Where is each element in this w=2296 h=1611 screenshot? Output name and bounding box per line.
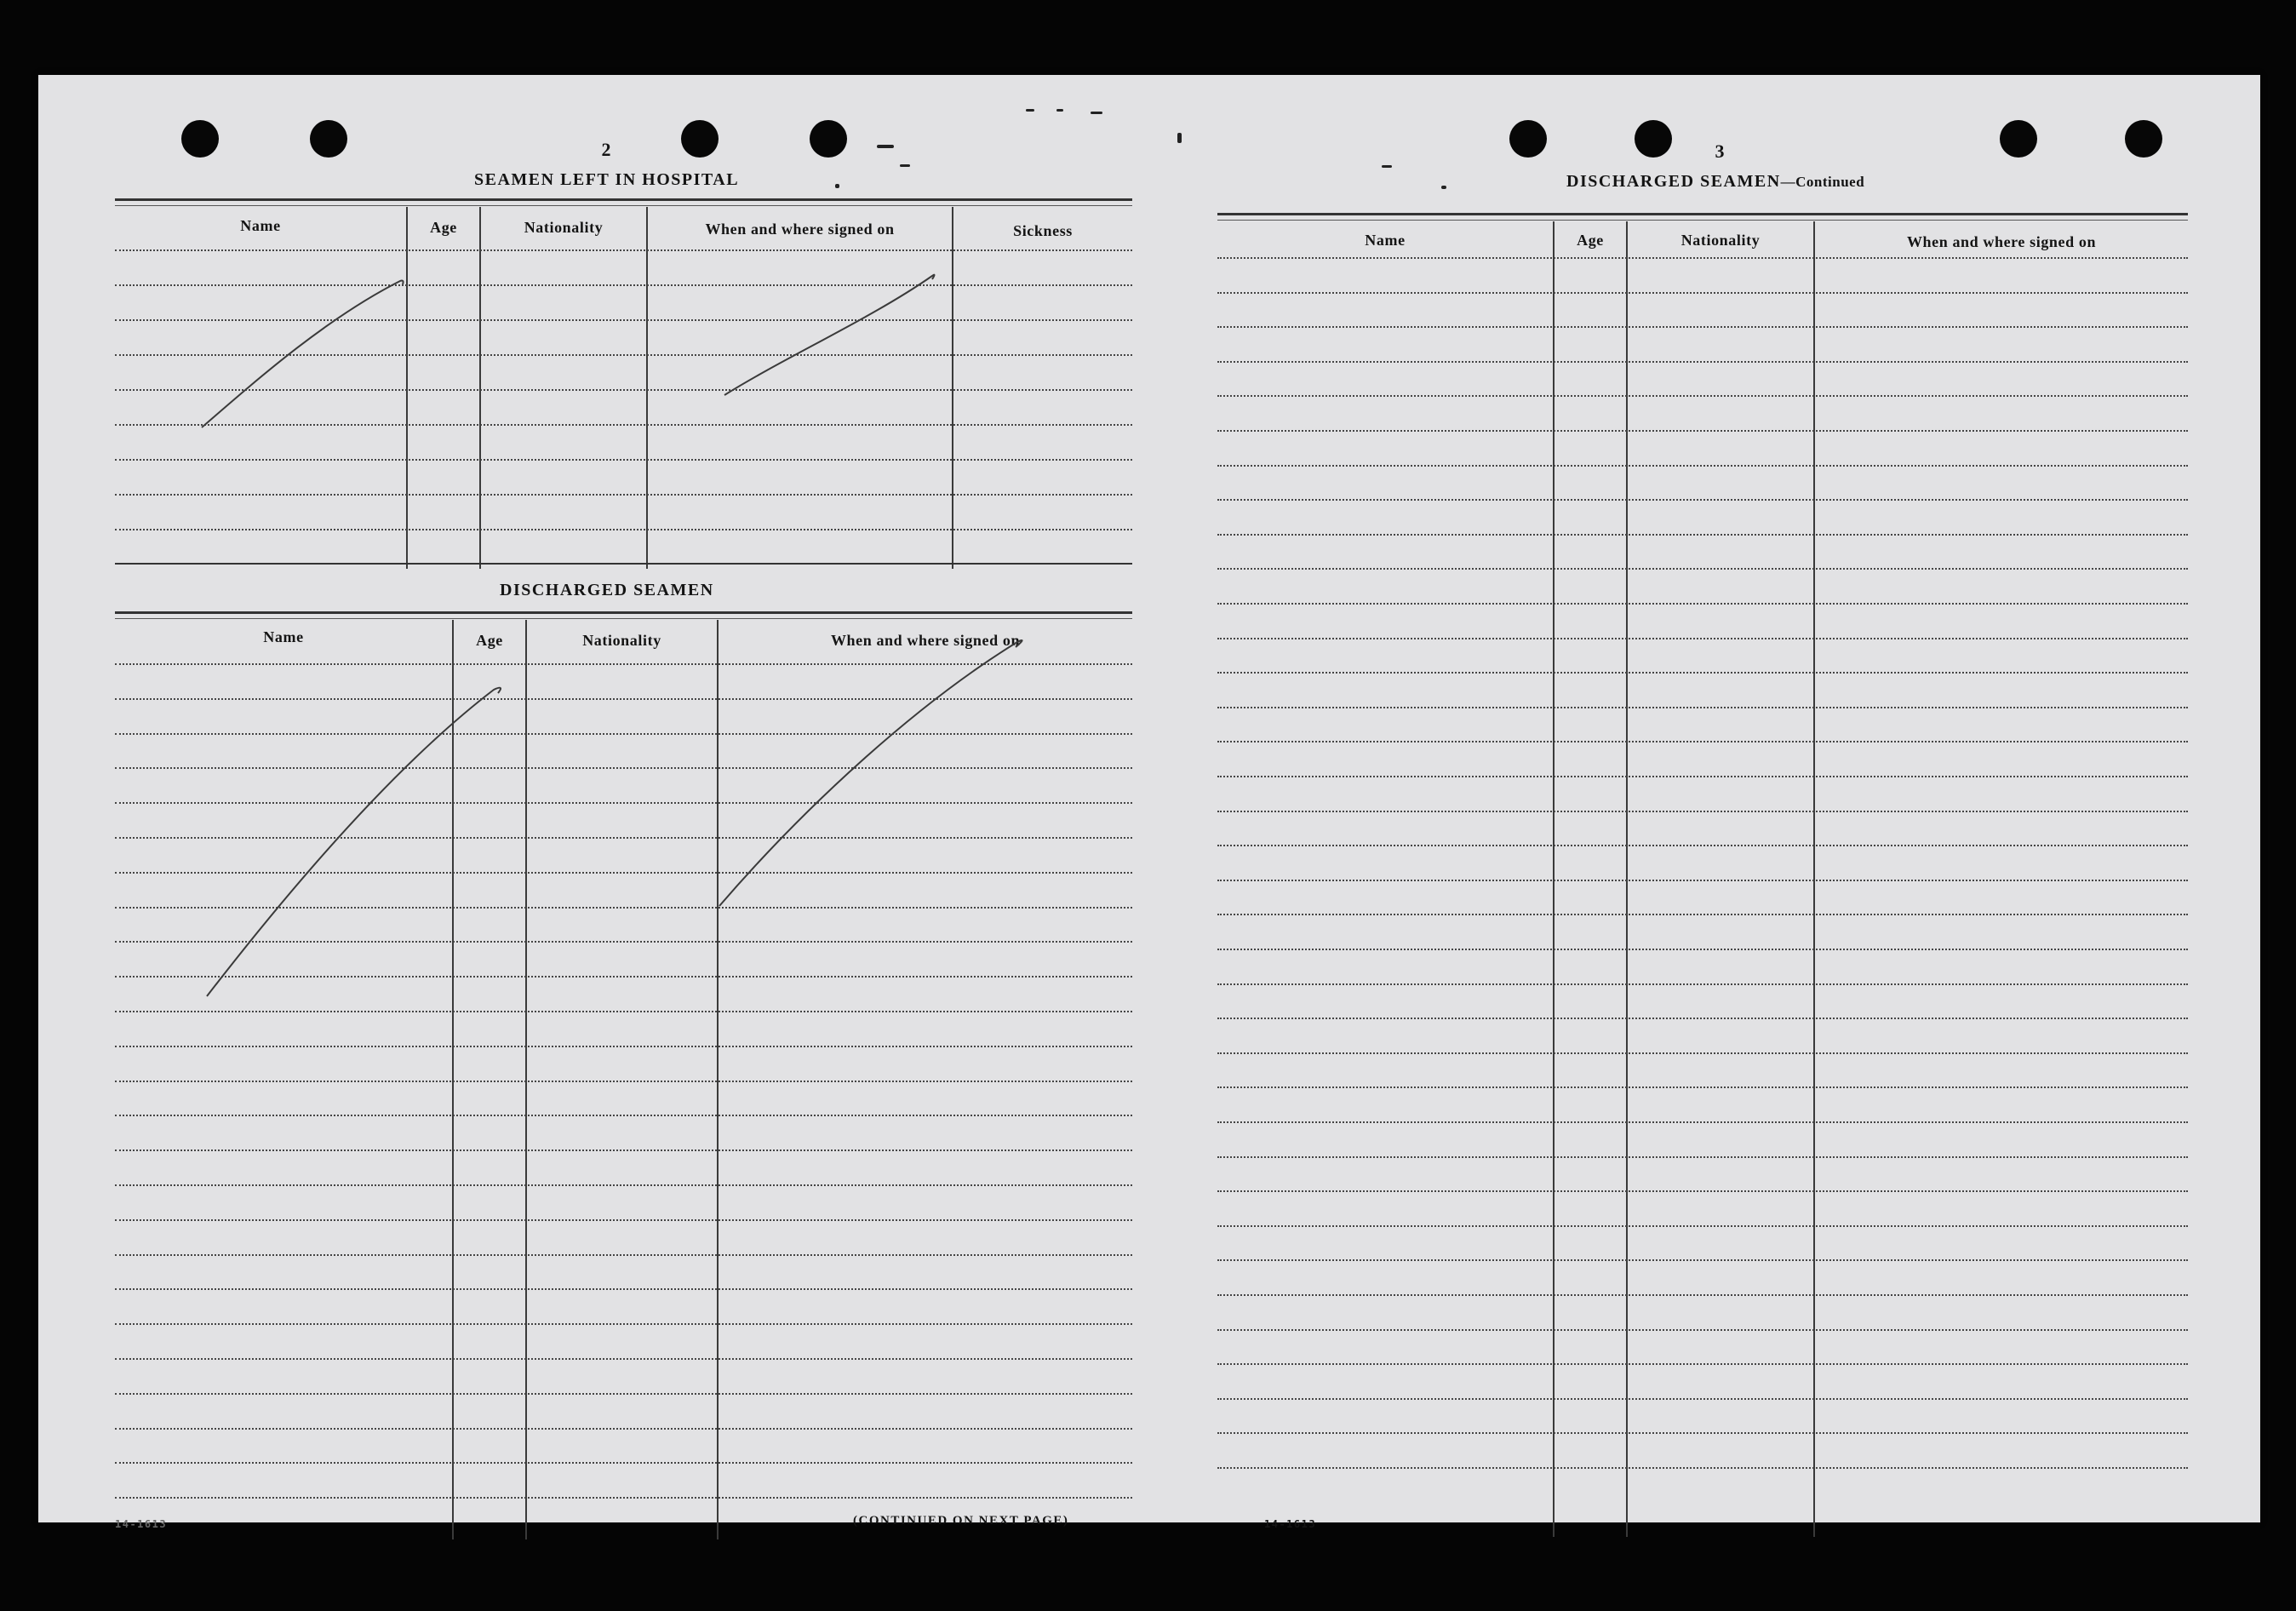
ruled-row-line [1217, 949, 2188, 950]
page-number: 2 [601, 139, 611, 160]
ruled-row-line [1217, 880, 2188, 881]
ruled-row-line [115, 1288, 1132, 1290]
ruled-row-line [115, 1046, 1132, 1047]
ruled-row-line [115, 319, 1132, 321]
ruled-row-line [1217, 1329, 2188, 1331]
ruled-row-line [115, 1115, 1132, 1116]
ruled-row-line [1217, 257, 2188, 259]
continued-on-next-page-note: (CONTINUED ON NEXT PAGE) [853, 1514, 1069, 1528]
ruled-row-line [115, 424, 1132, 426]
column-header-when-and-where-signed-on: When and where signed on [705, 221, 895, 238]
column-header-when-and-where-signed-on: When and where signed on [1906, 233, 2097, 250]
column-divider [406, 207, 408, 569]
ruled-row-line [1217, 914, 2188, 915]
right-page [1217, 75, 2260, 1530]
ruled-row-line [115, 872, 1132, 874]
ruled-row-line [115, 529, 1132, 530]
ruled-row-line [1217, 1156, 2188, 1158]
column-header-nationality: Nationality [524, 219, 604, 236]
table-top-rule [1217, 213, 2188, 215]
ruled-row-line [1217, 292, 2188, 294]
table-top-rule [115, 618, 1132, 619]
ruled-row-line [1217, 1190, 2188, 1192]
ruled-row-line [115, 1011, 1132, 1012]
hospital-table [115, 198, 1132, 565]
table-top-rule [1217, 220, 2188, 221]
section-title-seamen-left-in-hospital: SEAMEN LEFT IN HOSPITAL [474, 170, 740, 189]
ruled-row-line [1217, 603, 2188, 605]
ruled-row-line [115, 459, 1132, 461]
section-title-discharged-seamen-continued [1566, 172, 1864, 192]
ruled-row-line [1217, 811, 2188, 812]
ruled-row-line [115, 1428, 1132, 1430]
form-number: 14-1613 [1264, 1518, 1317, 1530]
ruled-row-line [1217, 465, 2188, 467]
column-header-name: Name [1365, 232, 1406, 249]
section-title-suffix: —Continued [1780, 174, 1865, 190]
column-header-when-and-where-signed-on: When and where signed on [830, 632, 1021, 649]
scanned-form-sheet [38, 75, 2260, 1530]
ruled-row-line [115, 907, 1132, 909]
column-header-age: Age [1577, 232, 1604, 249]
ruled-row-line [115, 494, 1132, 496]
ruled-row-line [115, 249, 1132, 251]
ruled-row-line [115, 1219, 1132, 1221]
ruled-row-line [115, 1149, 1132, 1151]
ruled-row-line [115, 354, 1132, 356]
discharged-seamen-table [115, 611, 1132, 1539]
ruled-row-line [1217, 568, 2188, 570]
section-title-discharged-seamen: DISCHARGED SEAMEN [500, 581, 714, 599]
ruled-row-line [1217, 845, 2188, 846]
ruled-row-line [115, 1358, 1132, 1360]
ruled-row-line [1217, 1086, 2188, 1088]
ruled-row-line [1217, 430, 2188, 432]
ruled-row-line [1217, 707, 2188, 708]
table-top-rule [115, 205, 1132, 206]
discharged-seamen-continued-table [1217, 213, 2188, 1537]
ruled-row-line [1217, 638, 2188, 639]
ruled-row-line [115, 284, 1132, 286]
column-divider [646, 207, 648, 569]
ruled-row-line [1217, 1294, 2188, 1296]
ruled-row-line [115, 389, 1132, 391]
ruled-row-line [1217, 672, 2188, 674]
ruled-row-line [115, 1393, 1132, 1395]
ruled-row-line [1217, 1398, 2188, 1400]
ruled-row-line [115, 1081, 1132, 1082]
page-number: 3 [1715, 140, 1725, 162]
table-top-rule [115, 198, 1132, 201]
table-bottom-rule [115, 563, 1132, 565]
ruled-row-line [1217, 1259, 2188, 1261]
column-header-nationality: Nationality [582, 632, 661, 649]
ruled-row-line [1217, 1052, 2188, 1054]
ruled-row-line [115, 1497, 1132, 1499]
ruled-row-line [1217, 983, 2188, 985]
scan-speck [1177, 133, 1182, 143]
ruled-row-line [1217, 326, 2188, 328]
ruled-row-line [115, 663, 1132, 665]
section-title-main: DISCHARGED SEAMEN [1566, 172, 1781, 191]
ruled-row-line [1217, 1432, 2188, 1434]
ruled-row-line [115, 698, 1132, 700]
ruled-row-line [115, 1323, 1132, 1325]
column-header-name: Name [240, 217, 281, 234]
ruled-row-line [115, 837, 1132, 839]
ruled-row-line [115, 802, 1132, 804]
ruled-row-line [115, 941, 1132, 943]
ruled-row-line [1217, 395, 2188, 397]
ruled-row-line [1217, 1225, 2188, 1227]
table-top-rule [115, 611, 1132, 614]
ruled-row-line [115, 976, 1132, 977]
column-header-name: Name [263, 628, 304, 645]
ruled-row-line [1217, 1121, 2188, 1123]
ruled-row-line [1217, 1018, 2188, 1019]
column-divider [479, 207, 481, 569]
column-divider [952, 207, 953, 569]
ruled-row-line [1217, 776, 2188, 777]
form-number: 14-1613 [115, 1518, 168, 1530]
ruled-row-line [1217, 1467, 2188, 1469]
column-header-sickness: Sickness [1013, 222, 1073, 239]
ruled-row-line [1217, 361, 2188, 363]
column-header-age: Age [476, 632, 503, 649]
ruled-row-line [1217, 741, 2188, 742]
ruled-row-line [115, 733, 1132, 735]
ruled-row-line [115, 1184, 1132, 1186]
ruled-row-line [1217, 1363, 2188, 1365]
ruled-row-line [1217, 534, 2188, 536]
column-header-nationality: Nationality [1680, 232, 1761, 249]
ruled-row-line [115, 1254, 1132, 1256]
ruled-row-line [115, 1462, 1132, 1464]
column-header-age: Age [430, 219, 457, 236]
ruled-row-line [115, 767, 1132, 769]
left-page [38, 75, 1145, 1530]
ruled-row-line [1217, 499, 2188, 501]
